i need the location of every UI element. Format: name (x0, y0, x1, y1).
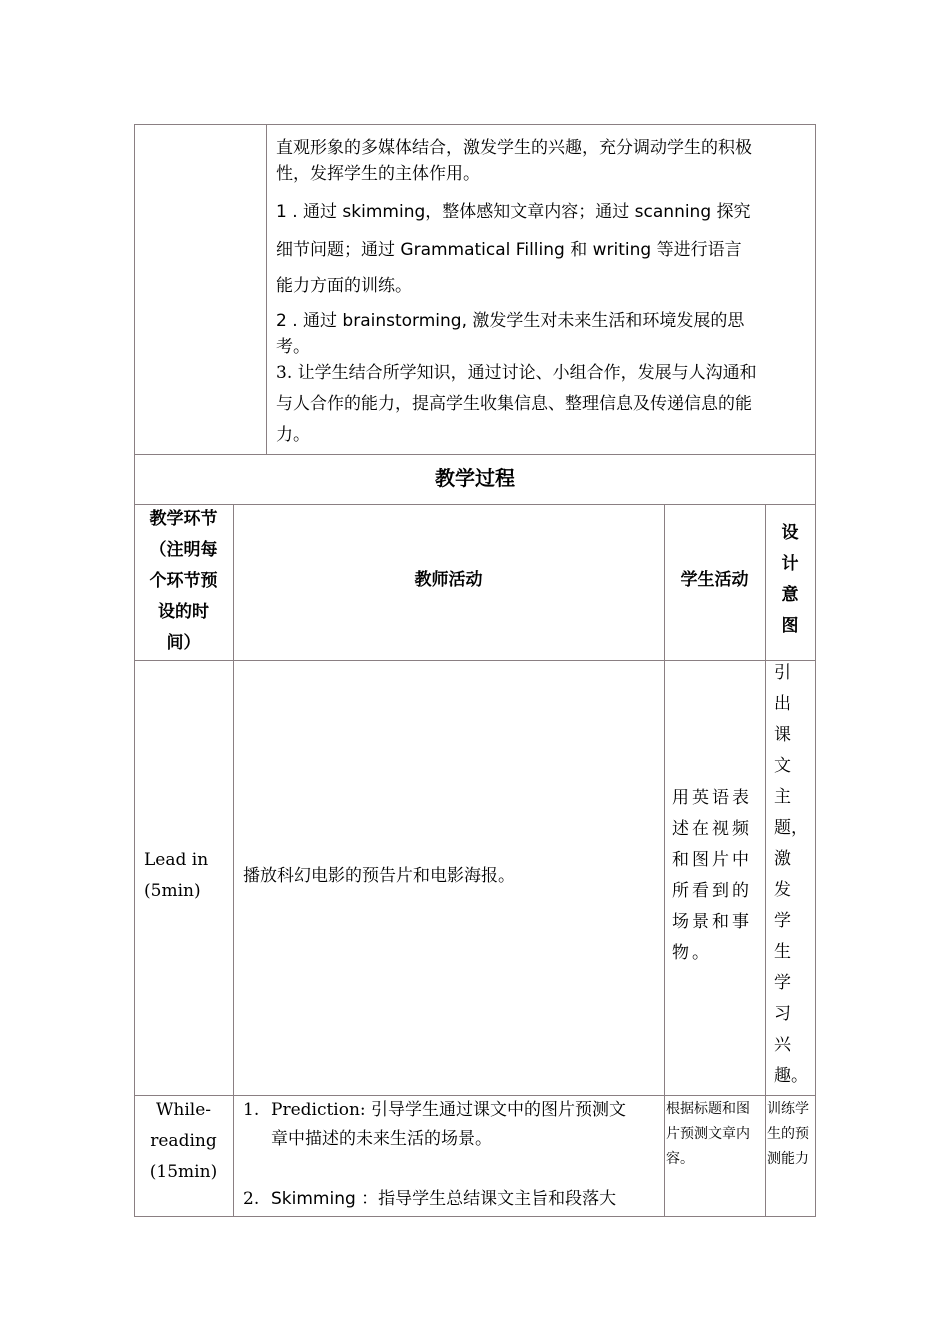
row1-design-char: 主 (774, 787, 791, 807)
top-section-bottom-border (134, 454, 816, 455)
objective-line: 与人合作的能力，提高学生收集信息、整理信息及传递信息的能 (276, 394, 752, 414)
row1-design-char: 习 (774, 1004, 791, 1024)
row1-student-line: 用英语表 (672, 788, 752, 808)
row2-student-line: 容。 (666, 1151, 694, 1167)
row1-student (672, 783, 762, 969)
row1-stage-line: Lead in (144, 850, 209, 870)
row1-student-line: 述在视频 (672, 819, 752, 839)
col-divider-2 (664, 504, 665, 1217)
row1-student-line: 场景和事 (672, 912, 752, 932)
objective-line: 力。 (276, 425, 310, 445)
row1-design-char: 趣。 (774, 1066, 808, 1086)
row1-design-char: 发 (774, 880, 791, 900)
objective-line: 直观形象的多媒体结合，激发学生的兴趣，充分调动学生的积极 (276, 138, 752, 158)
row2-student-line: 片预测文章内 (666, 1126, 750, 1142)
list-item-line: Skimming ：指导学生总结课文主旨和段落大 (271, 1189, 617, 1209)
header-design (765, 518, 815, 642)
table-bottom-border (134, 1216, 816, 1217)
header-teacher: 教师活动 (414, 570, 483, 590)
table-top-border (134, 124, 816, 125)
objective-line: 考。 (276, 337, 310, 357)
row2-design-line: 训练学 (767, 1101, 809, 1117)
objective-line: 能力方面的训练。 (276, 276, 412, 296)
header-stage-line: 间） (166, 633, 201, 653)
header-bottom-border (134, 660, 816, 661)
table-left-border (134, 124, 135, 1217)
row1-design-char: 引 (774, 663, 791, 683)
objective-line: 2 . 通过 brainstorming, 激发学生对未来生活和环境发展的思 (276, 311, 745, 331)
row1-student-line: 和图片中 (672, 850, 752, 870)
row1-design-char: 生 (774, 942, 791, 962)
row1-design-char: 学 (774, 973, 791, 993)
header-design-char: 意 (781, 585, 799, 605)
row2-design-line: 生的预 (767, 1126, 809, 1142)
row1-design-char: 出 (774, 694, 791, 714)
row2-design-line: 测能力 (767, 1151, 809, 1167)
row2-stage (134, 1095, 233, 1188)
list-item-line: Prediction: 引导学生通过课文中的图片预测文 (271, 1100, 627, 1120)
header-design-char: 计 (781, 554, 799, 574)
row1-design (774, 658, 814, 1092)
row1-teacher: 播放科幻电影的预告片和电影海报。 (243, 866, 515, 886)
row1-stage-line: (5min) (144, 881, 201, 901)
row2-design (767, 1097, 815, 1172)
objective-line: 3. 让学生结合所学知识，通过讨论、小组合作，发展与人沟通和 (276, 363, 757, 383)
row1-student-line: 所看到的 (672, 881, 752, 901)
row2-stage-line: reading (150, 1131, 217, 1151)
row1-design-char: 文 (774, 756, 791, 776)
row2-student-line: 根据标题和图 (666, 1101, 750, 1117)
section-title: 教学过程 (435, 466, 515, 490)
row1-design-char: 课 (774, 725, 791, 745)
row1-stage (144, 845, 232, 907)
title-bottom-border (134, 504, 816, 505)
row1-design-char: 学 (774, 911, 791, 931)
objective-line: 细节问题；通过 Grammatical Filling 和 writing 等进行语言 (276, 240, 742, 260)
list-item-line: 章中描述的未来生活的场景。 (271, 1129, 492, 1149)
header-stage-line: 设的时 (158, 602, 209, 622)
row1-student-line: 物。 (672, 943, 712, 963)
row2-stage-line: While- (155, 1100, 212, 1120)
header-design-char: 图 (781, 616, 799, 636)
header-student: 学生活动 (680, 570, 749, 590)
row2-stage-line: (15min) (149, 1162, 218, 1182)
header-design-char: 设 (781, 523, 799, 543)
header-stage (134, 504, 233, 659)
header-stage-line: （注明每 (149, 540, 218, 560)
row1-design-char: 兴 (774, 1035, 791, 1055)
list-item-number: 2. (243, 1189, 260, 1209)
header-stage-line: 个环节预 (149, 571, 218, 591)
objective-line: 性，发挥学生的主体作用。 (276, 164, 480, 184)
col-divider-1 (233, 504, 234, 1217)
row1-design-char: 激 (774, 849, 791, 869)
objective-line: 1 . 通过 skimming，整体感知文章内容；通过 scanning 探究 (276, 202, 751, 222)
top-section-divider (266, 124, 267, 454)
row1-design-char: 题， (774, 818, 808, 838)
list-item-number: 1. (243, 1100, 260, 1120)
header-stage-line: 教学环节 (149, 509, 218, 529)
row2-student (666, 1097, 765, 1172)
table-right-border (815, 124, 816, 1217)
